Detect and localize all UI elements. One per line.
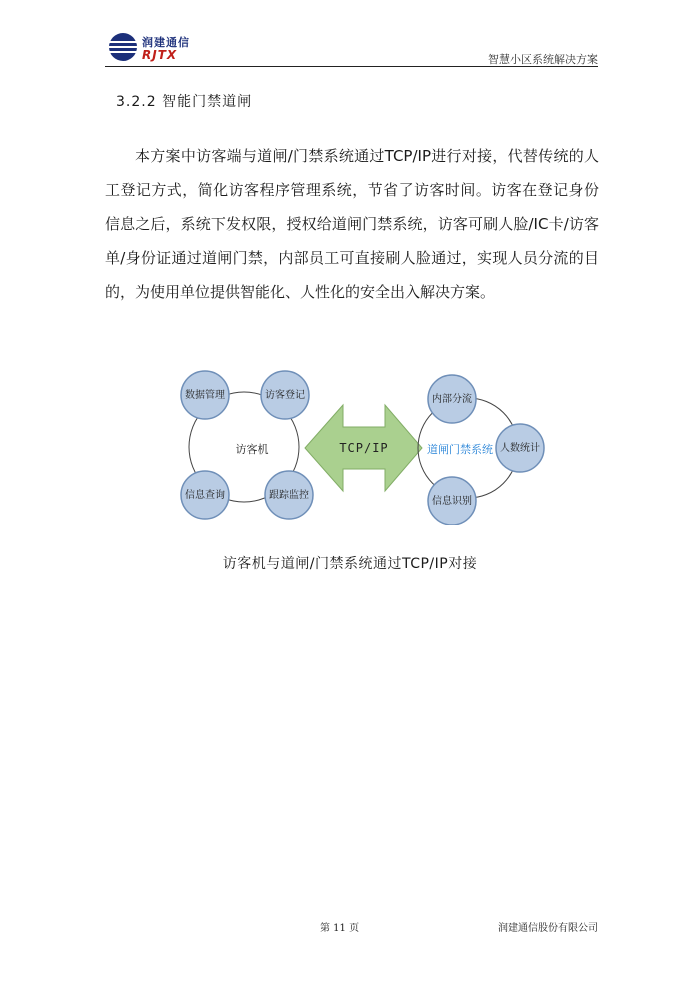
node-label: 信息识别 bbox=[432, 496, 472, 507]
logo-text-cn: 润建通信 bbox=[142, 36, 190, 49]
node-label: 信息查询 bbox=[185, 490, 225, 501]
logo-text-en: RJTX bbox=[142, 48, 178, 62]
figure-caption: 访客机与道闸/门禁系统通过TCP/IP对接 bbox=[222, 556, 478, 572]
node-label: 数据管理 bbox=[185, 390, 225, 401]
header-divider bbox=[105, 66, 598, 67]
arrow-label: TCP/IP bbox=[339, 441, 389, 455]
node-label: 跟踪监控 bbox=[269, 490, 309, 501]
node-headcount-statistics bbox=[496, 424, 544, 472]
body-paragraph: 本方案中访客端与道闸/门禁系统通过TCP/IP进行对接，代替传统的人工登记方式，简化访客程序管理系统，节省了访客时间。访客在登记身份信息之后，系统下发权限，授权给道闸门禁系统，访客可刷人脸/IC卡/访客单/身份证通过道闸门禁，内部员工可直接刷人脸通过，实现人员分流的目的，为使用单位提供智能化、人性化的安全出入解决方案。 bbox=[105, 147, 599, 301]
company-logo bbox=[108, 30, 228, 68]
node-tracking-monitoring bbox=[265, 471, 313, 519]
node-label: 人数统计 bbox=[500, 443, 540, 454]
right-center-label: 道闸门禁系统 bbox=[427, 443, 493, 456]
page-number: 第 11 页 bbox=[320, 923, 360, 934]
left-center-label: 访客机 bbox=[235, 443, 269, 456]
tcpip-double-arrow bbox=[305, 405, 422, 491]
section-heading: 3.2.2 智能门禁道闸 bbox=[116, 94, 253, 110]
footer-company: 润建通信股份有限公司 bbox=[498, 923, 598, 934]
node-data-management bbox=[181, 371, 229, 419]
node-internal-diversion bbox=[428, 375, 476, 423]
node-info-query bbox=[181, 471, 229, 519]
node-label: 内部分流 bbox=[432, 394, 472, 405]
integration-diagram bbox=[175, 365, 555, 525]
node-info-recognition bbox=[428, 477, 476, 525]
document-title: 智慧小区系统解决方案 bbox=[488, 53, 598, 66]
diagram-svg bbox=[175, 365, 555, 525]
node-label: 访客登记 bbox=[265, 390, 305, 401]
node-visitor-registration bbox=[261, 371, 309, 419]
globe-logo-icon bbox=[108, 32, 138, 62]
